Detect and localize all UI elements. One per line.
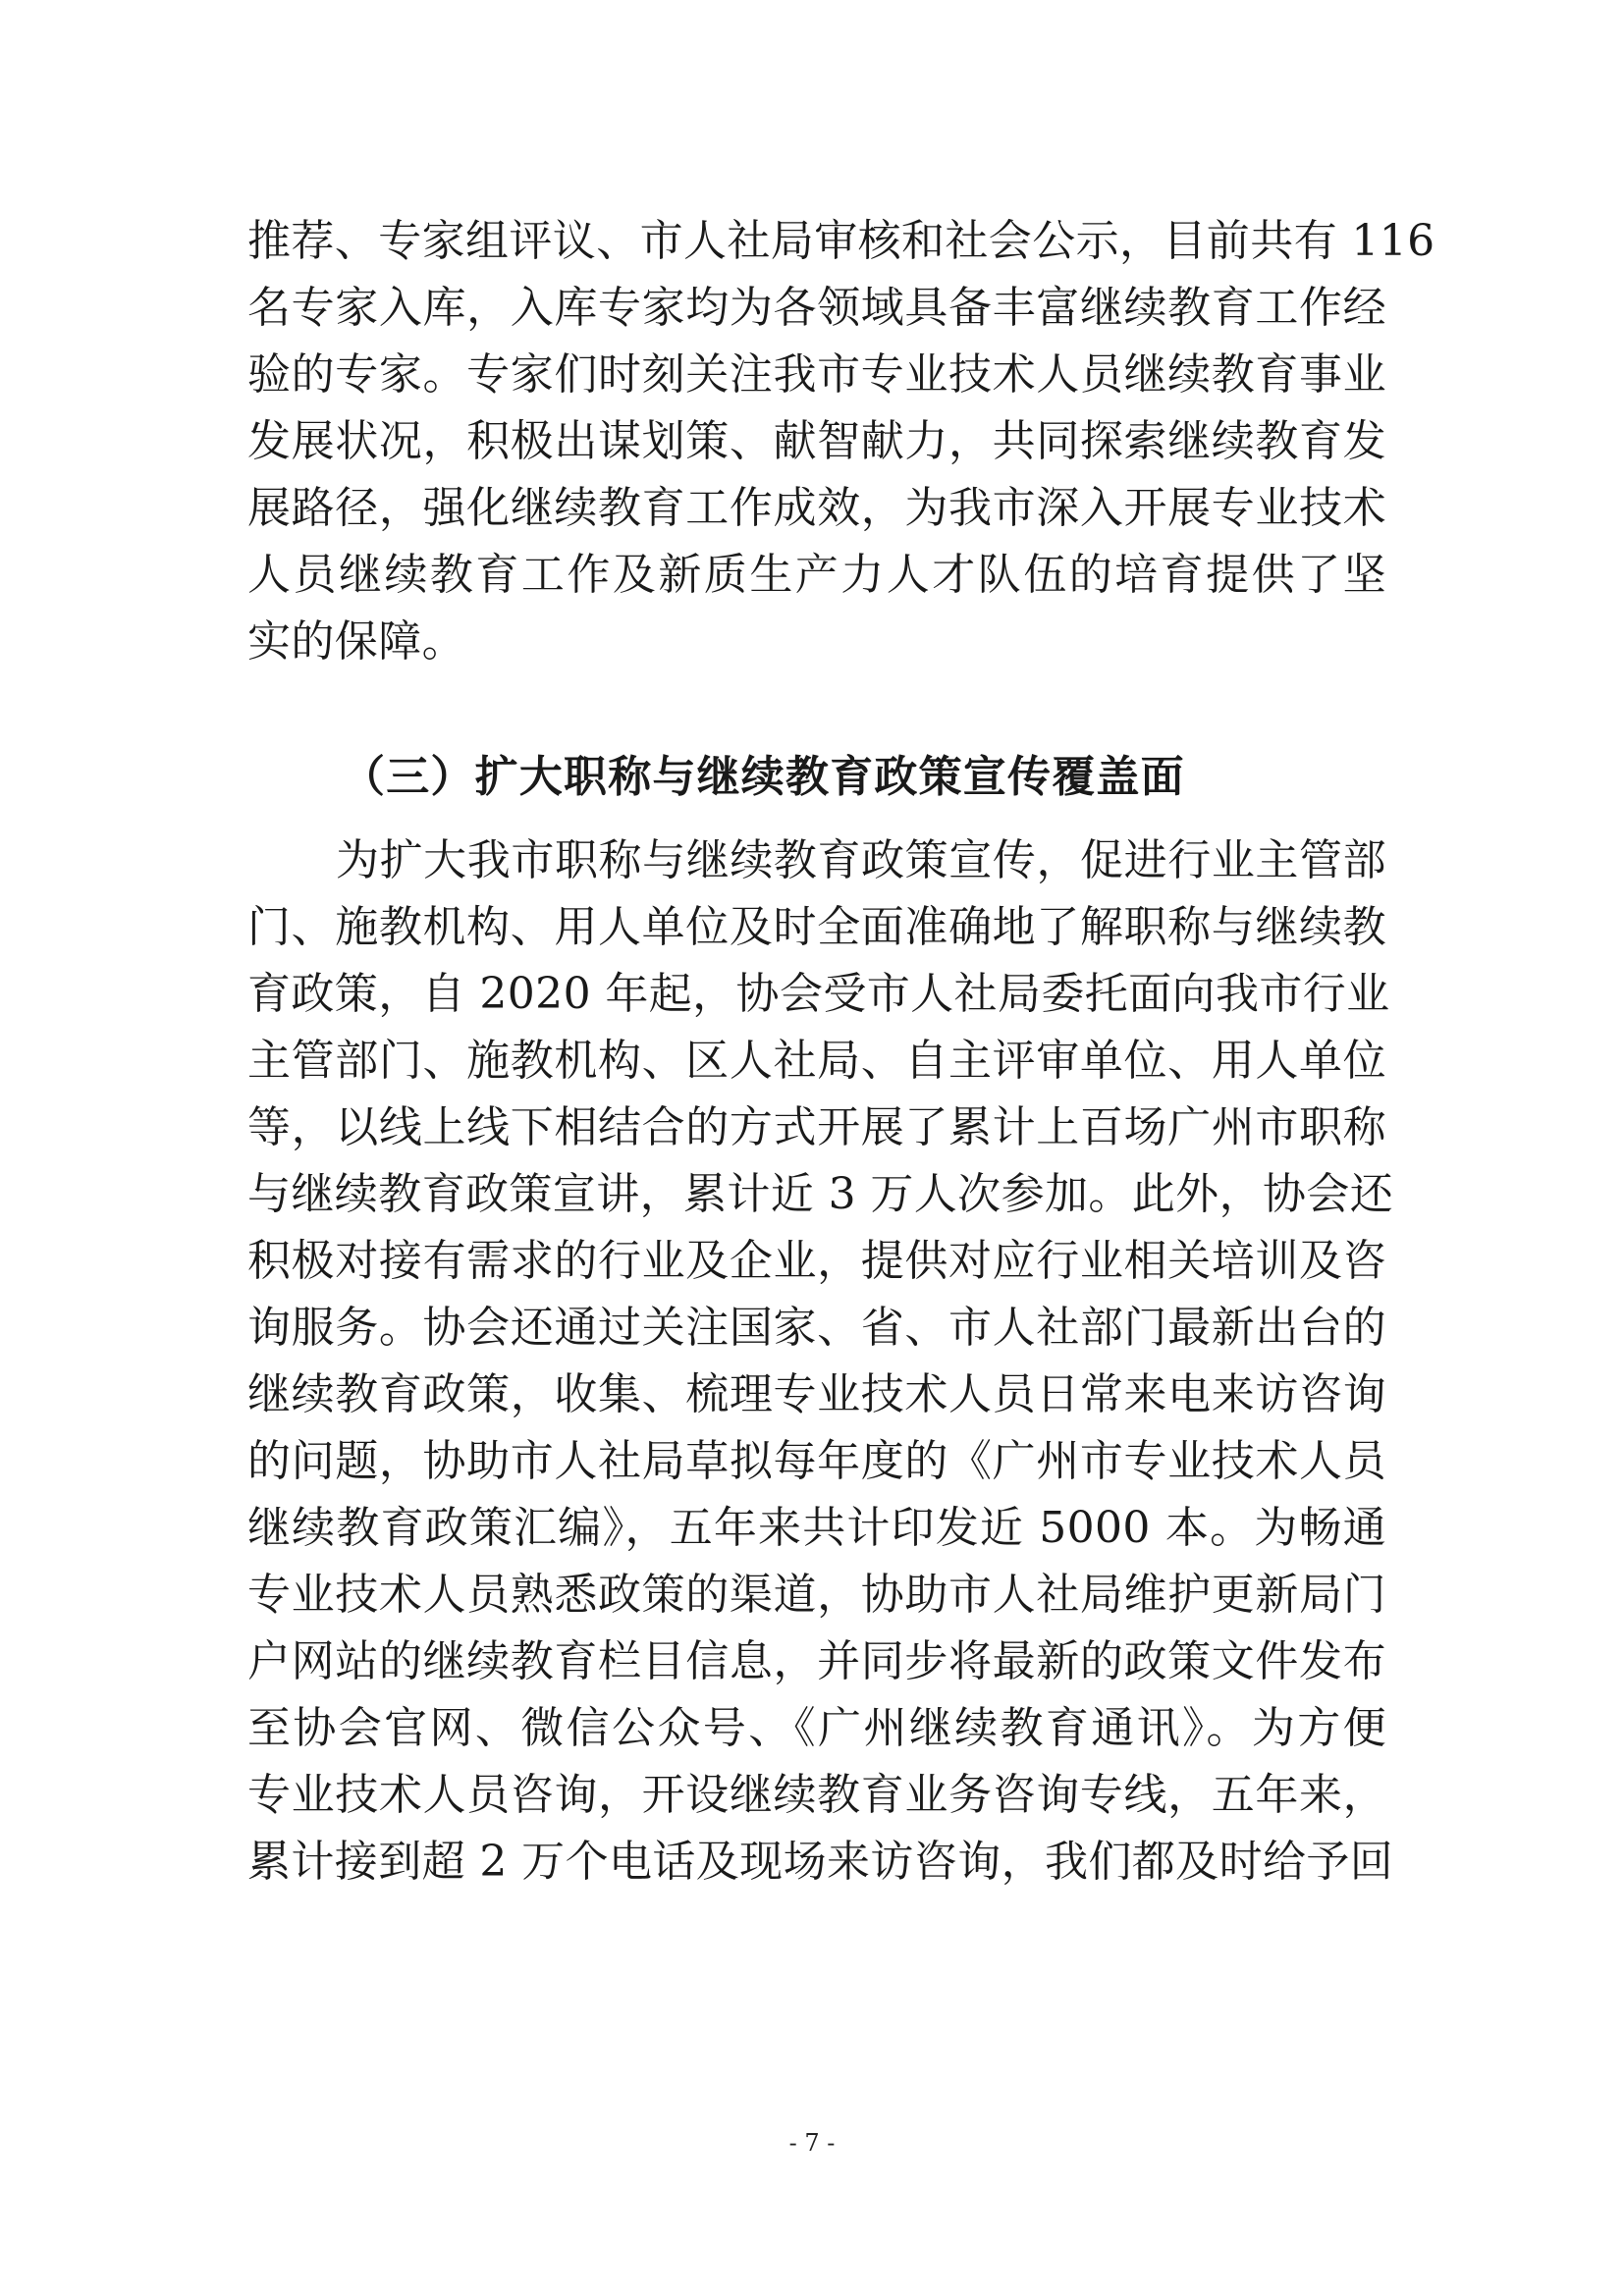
paragraph-line: 专业技术人员熟悉政策的渠道，协助市人社局维护更新局门	[247, 1570, 1386, 1620]
paragraph-line: 主管部门、施教机构、区人社局、自主评审单位、用人单位	[247, 1036, 1386, 1086]
paragraph-line: 验的专家。专家们时刻关注我市专业技术人员继续教育事业	[247, 349, 1386, 400]
paragraph-line: 育政策，自 2020 年起，协会受市人社局委托面向我市行业	[247, 969, 1390, 1019]
paragraph-line: 询服务。协会还通过关注国家、省、市人社部门最新出台的	[247, 1303, 1386, 1353]
paragraph-line: 为扩大我市职称与继续教育政策宣传，促进行业主管部	[336, 835, 1386, 885]
paragraph-line: 人员继续教育工作及新质生产力人才队伍的培育提供了坚	[247, 550, 1386, 600]
paragraph-line: 户网站的继续教育栏目信息，并同步将最新的政策文件发布	[247, 1636, 1386, 1686]
page-number: - 7 -	[788, 2129, 836, 2157]
paragraph-line: 门、施教机构、用人单位及时全面准确地了解职称与继续教	[247, 902, 1386, 952]
paragraph-line: 的问题，协助市人社局草拟每年度的《广州市专业技术人员	[247, 1436, 1386, 1486]
paragraph-line: 积极对接有需求的行业及企业，提供对应行业相关培训及咨	[247, 1236, 1386, 1286]
section-heading: （三）扩大职称与继续教育政策宣传覆盖面	[342, 752, 1185, 802]
paragraph-line: 展路径，强化继续教育工作成效，为我市深入开展专业技术	[247, 483, 1386, 533]
paragraph-line: 推荐、专家组评议、市人社局审核和社会公示，目前共有 116	[247, 216, 1435, 266]
paragraph-line: 累计接到超 2 万个电话及现场来访咨询，我们都及时给予回	[247, 1837, 1394, 1887]
paragraph-line: 实的保障。	[247, 616, 465, 667]
paragraph-policy-publicity	[247, 828, 1394, 1896]
paragraph-line: 继续教育政策，收集、梳理专业技术人员日常来电来访咨询	[247, 1369, 1386, 1419]
paragraph-line: 发展状况，积极出谋划策、献智献力，共同探索继续教育发	[247, 416, 1386, 466]
paragraph-line: 名专家入库，入库专家均为各领域具备丰富继续教育工作经	[247, 283, 1386, 333]
section-heading-block	[247, 744, 1386, 811]
paragraph-expert-pool	[247, 208, 1435, 675]
paragraph-line: 等，以线上线下相结合的方式开展了累计上百场广州市职称	[247, 1102, 1386, 1152]
paragraph-line: 与继续教育政策宣讲，累计近 3 万人次参加。此外，协会还	[247, 1169, 1394, 1219]
paragraph-line: 继续教育政策汇编》，五年来共计印发近 5000 本。为畅通	[247, 1503, 1386, 1553]
paragraph-line: 至协会官网、微信公众号、《广州继续教育通讯》。为方便	[247, 1703, 1386, 1753]
paragraph-line: 专业技术人员咨询，开设继续教育业务咨询专线，五年来，	[247, 1770, 1386, 1820]
